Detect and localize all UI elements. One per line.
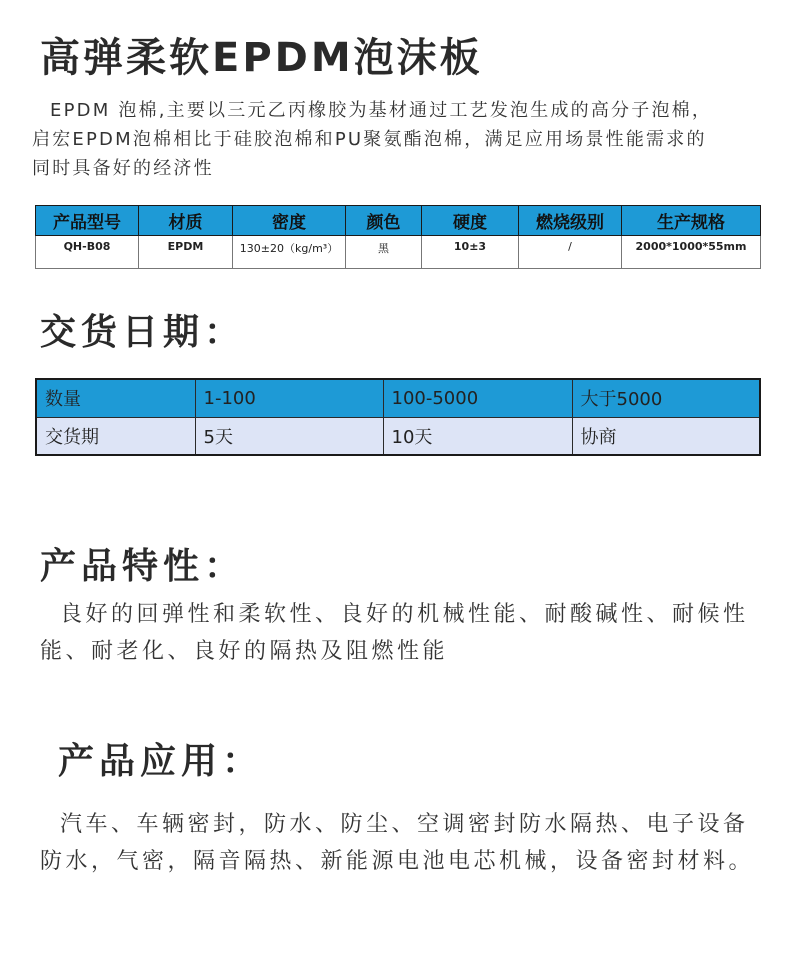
spec-cell-flammability: / [519, 236, 622, 269]
delivery-cell: 100-5000 [383, 379, 572, 417]
spec-cell-hardness: 10±3 [422, 236, 519, 269]
spec-cell-dimensions: 2000*1000*55mm [622, 236, 761, 269]
delivery-cell: 协商 [572, 417, 760, 455]
spec-header-model: 产品型号 [36, 206, 139, 236]
delivery-cell: 大于5000 [572, 379, 760, 417]
intro-line-2: 启宏EPDM泡棉相比于硅胶泡棉和PU聚氨酯泡棉，满足应用场景性能需求的 [32, 129, 707, 150]
spec-header-hardness: 硬度 [422, 206, 519, 236]
delivery-cell: 5天 [195, 417, 383, 455]
delivery-leadtime-row [36, 417, 760, 455]
spec-header-row [36, 206, 761, 236]
applications-text: 汽车、车辆密封，防水、防尘、空调密封防水隔热、电子设备防水，气密，隔音隔热、新能源电池电芯机械，设备密封材料。 [40, 812, 755, 874]
delivery-cell: 10天 [383, 417, 572, 455]
spec-cell-material: EPDM [139, 236, 233, 269]
spec-data-row [36, 236, 761, 269]
delivery-heading: 交货日期： [40, 312, 246, 353]
intro-line-1: EPDM 泡棉,主要以三元乙丙橡胶为基材通过工艺发泡生成的高分子泡棉， [50, 100, 713, 121]
spec-cell-color: 黑 [346, 236, 422, 269]
features-text: 良好的回弹性和柔软性、良好的机械性能、耐酸碱性、耐候性能、耐老化、良好的隔热及阻燃性能 [40, 602, 749, 664]
delivery-cell: 数量 [36, 379, 195, 417]
delivery-cell: 交货期 [36, 417, 195, 455]
intro-paragraph [32, 96, 768, 183]
spec-cell-density: 130±20（kg/m³） [233, 236, 346, 269]
delivery-table [35, 378, 761, 456]
spec-header-material: 材质 [139, 206, 233, 236]
intro-line-3: 同时具备好的经济性 [32, 158, 214, 179]
spec-table [35, 205, 761, 269]
spec-header-color: 颜色 [346, 206, 422, 236]
features-heading: 产品特性： [40, 546, 246, 587]
spec-header-density: 密度 [233, 206, 346, 236]
delivery-quantity-row [36, 379, 760, 417]
spec-cell-model: QH-B08 [36, 236, 139, 269]
applications-heading: 产品应用： [58, 741, 264, 782]
spec-header-dimensions: 生产规格 [622, 206, 761, 236]
spec-header-flammability: 燃烧级别 [519, 206, 622, 236]
page-title: 高弹柔软EPDM泡沫板 [40, 35, 483, 81]
delivery-cell: 1-100 [195, 379, 383, 417]
